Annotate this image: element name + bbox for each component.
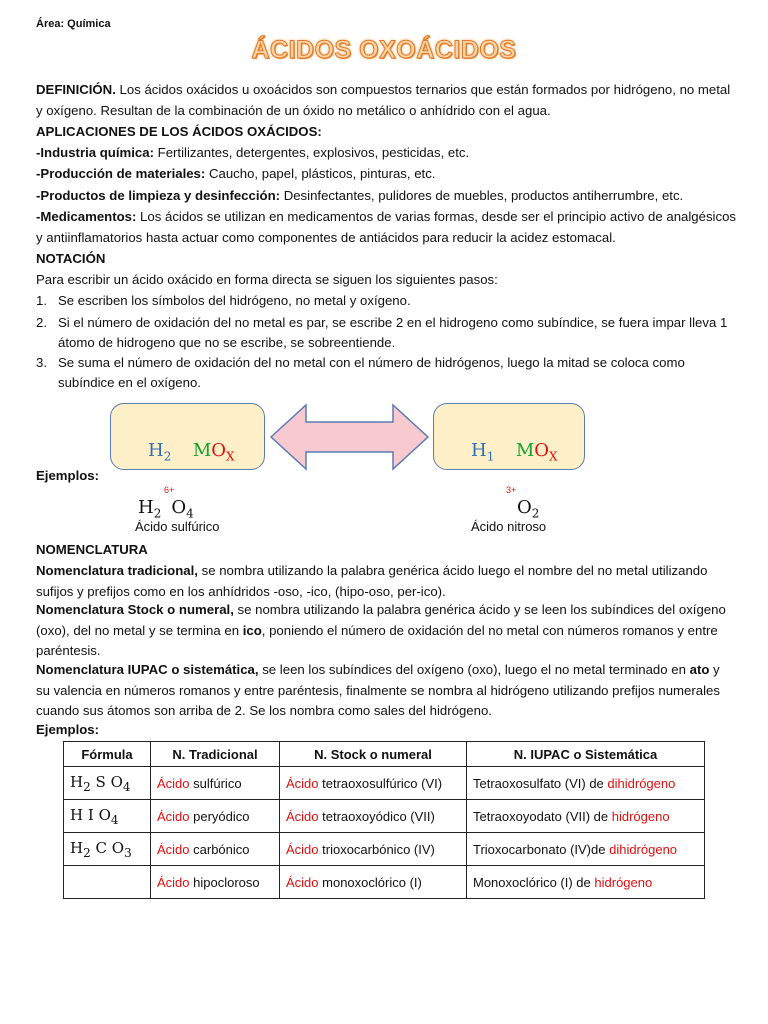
step-number: 1. xyxy=(36,293,47,308)
oxygen-subscript: X xyxy=(226,449,235,464)
oxygen-symbol: O xyxy=(534,440,550,461)
example-formula-sulfuric xyxy=(138,497,194,521)
cell-text: peryódico xyxy=(189,808,250,824)
table-row xyxy=(64,833,705,866)
notation-intro: Para escribir un ácido oxácido en forma directa se siguen los siguientes pasos: xyxy=(36,272,498,287)
oxygen-subscript: 2 xyxy=(531,506,540,521)
paragraph-bold: ico xyxy=(242,622,262,638)
oxidation-number: 6+ xyxy=(164,485,175,495)
cell-text: hipocloroso xyxy=(189,874,260,890)
iupac-name-cell xyxy=(467,767,705,800)
column-header: N. IUPAC o Sistemática xyxy=(467,742,705,767)
paragraph-text: se leen los subíndices del oxígeno (oxo), luego el no metal terminado en xyxy=(258,662,690,677)
cell-text: Tetraoxosulfato (VI) de xyxy=(473,775,608,791)
traditional-name-cell xyxy=(151,800,280,833)
application-item xyxy=(36,164,736,185)
application-label: -Medicamentos: xyxy=(36,209,137,224)
oxygen-subscript: X xyxy=(549,449,558,464)
examples-label: Ejemplos: xyxy=(36,468,100,483)
traditional-name-cell xyxy=(151,866,280,899)
table-row xyxy=(64,767,705,800)
hydrogen-word: dihidrógeno xyxy=(609,841,678,857)
cell-text: tetraoxoyódico (VII) xyxy=(318,808,435,824)
paragraph-bold: ato xyxy=(689,662,710,677)
paragraph-label: Nomenclatura IUPAC o sistemática, xyxy=(36,662,259,677)
example-formula-nitrous xyxy=(517,497,539,521)
hydrogen-symbol: H xyxy=(138,497,154,518)
stock-paragraph xyxy=(36,600,736,662)
element-subscript: 3 xyxy=(124,845,132,860)
cell-text: trioxocarbónico (IV) xyxy=(318,841,435,857)
oxygen-symbol: O xyxy=(211,440,227,461)
traditional-name-cell xyxy=(151,767,280,800)
acid-word: Ácido xyxy=(286,808,319,824)
hydrogen-subscript: 2 xyxy=(153,506,162,521)
formula-cell xyxy=(64,833,151,866)
application-label: -Producción de materiales: xyxy=(36,166,206,181)
iupac-name-cell xyxy=(467,833,705,866)
step-number: 2. xyxy=(36,315,47,330)
stock-name-cell xyxy=(280,866,467,899)
formula-cell xyxy=(64,767,151,800)
element-symbol: H xyxy=(70,805,84,824)
stock-name-cell xyxy=(280,767,467,800)
examples-label: Ejemplos: xyxy=(36,722,100,737)
element-symbol: S xyxy=(95,772,106,791)
table-row xyxy=(64,800,705,833)
oxygen-symbol: O xyxy=(171,497,187,518)
application-item xyxy=(36,207,736,248)
cell-text: tetraoxosulfúrico (VI) xyxy=(318,775,443,791)
element-subscript: 2 xyxy=(83,845,91,860)
column-header: N. Tradicional xyxy=(151,742,280,767)
element-subscript: 4 xyxy=(110,812,119,827)
acid-word: Ácido xyxy=(157,874,190,890)
cell-text: Monoxoclórico (I) de xyxy=(473,874,595,890)
iupac-name-cell xyxy=(467,866,705,899)
stock-name-cell xyxy=(280,833,467,866)
hydrogen-word: hidrógeno xyxy=(611,808,670,824)
element-symbol: O xyxy=(98,805,111,824)
element-symbol: O xyxy=(111,838,125,857)
paragraph-text: se nombra utilizando la palabra genérica ácido luego el nombre del no metal utilizando sufijos y prefijos como en los anhídridos -oso, -ico, (hipo-oso, per-ico). xyxy=(36,563,708,599)
applications-heading: APLICACIONES DE LOS ÁCIDOS OXÁCIDOS: xyxy=(36,124,322,139)
paragraph-label: Nomenclatura Stock o numeral, xyxy=(36,602,234,617)
cell-text: Trioxocarbonato (IV)de xyxy=(473,841,610,857)
metal-symbol: M xyxy=(192,440,212,461)
cell-text: carbónico xyxy=(189,841,250,857)
acid-word: Ácido xyxy=(157,775,190,791)
acid-word: Ácido xyxy=(286,874,319,890)
metal-symbol: M xyxy=(515,440,535,461)
element-symbol: H xyxy=(70,772,84,791)
paragraph-label: Nomenclatura tradicional, xyxy=(36,563,198,578)
application-label: -Industria química: xyxy=(36,145,154,160)
column-header: N. Stock o numeral xyxy=(280,742,467,767)
iupac-name-cell xyxy=(467,800,705,833)
paragraph-text: y su valencia en números romanos y entre paréntesis, finalmente se nombra al hidrógeno utilizando prefijos numerales cuando sus átomos son arriba de 2. Se los nombra como sales del hidrógeno. xyxy=(36,662,720,718)
example-caption: Ácido nitroso xyxy=(471,519,547,534)
formula-cell xyxy=(64,800,151,833)
definition-text: Los ácidos oxácidos u oxoácidos son compuestos ternarios que están formados por hidrógeno, no metal y oxígeno. Resultan de la combinación de un óxido no metálico o anhídrido con el agua. xyxy=(36,82,731,118)
definition-paragraph xyxy=(36,80,736,121)
element-subscript: 4 xyxy=(122,779,131,794)
table-header-row xyxy=(64,742,705,767)
subject-area: Área: Química xyxy=(36,18,111,30)
formula-box-odd xyxy=(433,403,585,470)
formula-box-even xyxy=(110,403,265,470)
hydrogen-subscript: 1 xyxy=(486,449,495,464)
application-item xyxy=(36,186,736,207)
acid-word: Ácido xyxy=(157,841,190,857)
example-caption: Ácido sulfúrico xyxy=(135,519,220,534)
oxidation-number: 3+ xyxy=(506,485,517,495)
page-title: ÁCIDOS OXOÁCIDOS xyxy=(251,36,517,64)
column-header: Fórmula xyxy=(64,742,151,767)
step-number: 3. xyxy=(36,355,47,370)
element-symbol: I xyxy=(87,805,94,824)
step-text: Se escriben los símbolos del hidrógeno, no metal y oxígeno. xyxy=(58,293,411,308)
hydrogen-word: dihidrógeno xyxy=(607,775,676,791)
table-row xyxy=(64,866,705,899)
oxygen-subscript: 4 xyxy=(186,506,194,521)
application-item xyxy=(36,143,736,164)
cell-text: sulfúrico xyxy=(189,775,242,791)
application-text: Desinfectantes, pulidores de muebles, productos antiherrumbre, etc. xyxy=(280,188,684,203)
nomenclature-table xyxy=(63,741,705,899)
iupac-paragraph xyxy=(36,660,736,722)
element-symbol: O xyxy=(110,772,123,791)
acid-word: Ácido xyxy=(286,775,319,791)
application-label: -Productos de limpieza y desinfección: xyxy=(36,188,281,203)
application-text: Fertilizantes, detergentes, explosivos, pesticidas, etc. xyxy=(153,145,470,160)
step-text: Si el número de oxidación del no metal es par, se escribe 2 en el hidrogeno como subíndice, se fuera impar lleva 1 átomo de hidrogeno que no se escribe, se sobreentiende. xyxy=(58,315,728,350)
application-text: Los ácidos se utilizan en medicamentos de varias formas, desde ser el principio activo de analgésicos y antiinflamatorios hasta actuar como componentes de antiácidos para reducir la acidez estomacal. xyxy=(36,209,737,245)
double-arrow-icon xyxy=(268,402,431,472)
element-symbol: C xyxy=(95,838,107,857)
hydrogen-subscript: 2 xyxy=(163,449,172,464)
nomenclature-heading: NOMENCLATURA xyxy=(36,542,148,557)
application-text: Caucho, papel, plásticos, pinturas, etc. xyxy=(205,166,436,181)
acid-word: Ácido xyxy=(286,841,319,857)
element-subscript: 2 xyxy=(83,779,91,794)
traditional-name-cell xyxy=(151,833,280,866)
cell-text: monoxoclórico (I) xyxy=(318,874,422,890)
oxygen-symbol: O xyxy=(517,497,532,518)
paragraph-text: se nombra utilizando la palabra genérica ácido y se leen los subíndices del oxígeno (oxo), del no metal y se termina en xyxy=(36,602,726,638)
hydrogen-word: hidrógeno xyxy=(594,874,653,890)
hydrogen-symbol: H xyxy=(471,440,487,461)
notation-heading: NOTACIÓN xyxy=(36,251,106,266)
formula-cell xyxy=(64,866,151,899)
step-text: Se suma el número de oxidación del no metal con el número de hidrógenos, luego la mitad se coloca como subíndice en el oxígeno. xyxy=(58,355,685,390)
element-symbol: H xyxy=(70,838,84,857)
acid-word: Ácido xyxy=(157,808,190,824)
hydrogen-symbol: H xyxy=(148,440,164,461)
definition-label: DEFINICIÓN. xyxy=(36,82,116,97)
cell-text: Tetraoxoyodato (VII) de xyxy=(473,808,612,824)
paragraph-text: , poniendo el número de oxidación del no metal con números romanos y entre paréntesis. xyxy=(36,622,718,658)
traditional-paragraph xyxy=(36,561,736,602)
stock-name-cell xyxy=(280,800,467,833)
